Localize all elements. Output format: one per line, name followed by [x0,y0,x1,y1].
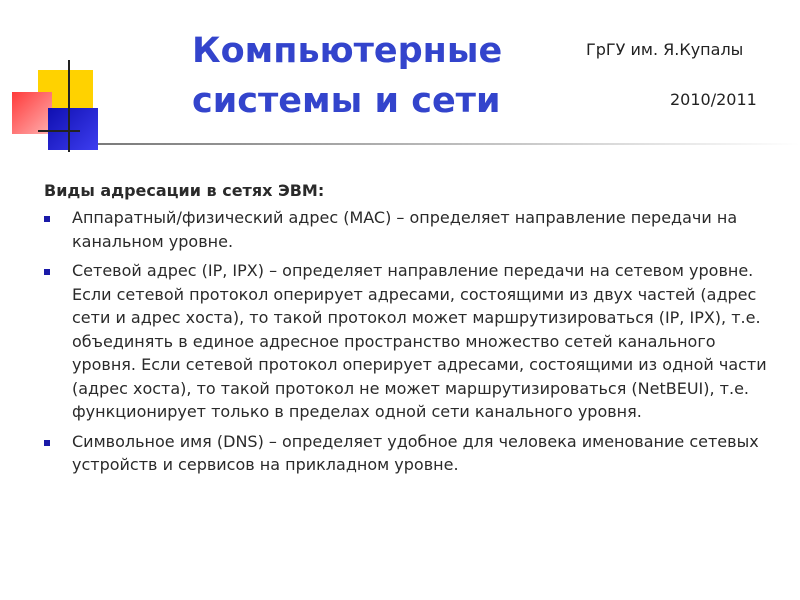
title-line-1: Компьютерные [192,31,503,71]
header-divider [98,143,800,145]
list-item [44,259,784,424]
logo-horizontal-line [38,130,80,132]
year-label: 2010/2011 [670,90,757,109]
slide-content [44,180,784,483]
logo-vertical-line [68,60,70,152]
title-line-2: системы и сети [192,81,501,121]
logo-blue-square [48,108,98,150]
list-item-text: Аппаратный/физический адрес (MAC) – определяет направление передачи на канальном уровне. [72,208,738,251]
list-item [44,206,784,253]
list-item [44,430,784,477]
bullet-list [44,206,784,477]
list-item-text: Символьное имя (DNS) – определяет удобное для человека именование сетевых устройств и сервисов на прикладном уровне. [72,431,759,474]
bullet-square-icon [44,269,50,275]
slide-title [192,26,552,126]
logo-red-square [12,92,52,134]
bullet-square-icon [44,440,50,446]
content-heading: Виды адресации в сетях ЭВМ: [44,181,325,200]
bullet-square-icon [44,216,50,222]
list-item-text: Сетевой адрес (IP, IPX) – определяет направление передачи на сетевом уровне. Если сетевой протокол оперирует адресами, состоящими из двух частей (адрес сети и адрес хоста), то такой протокол может маршрутизироваться (IP, IPX), т.е. объединять в единое адресное пространство множество сетей канального уровня. Если сетевой протокол оперирует адресами, состоящими из одной части (адрес хоста), то такой протокол не может маршрутизироваться (NetBEUI), т.е. функционирует только в пределах одной сети канального уровня. [72,261,767,421]
organization-label: ГрГУ им. Я.Купалы [586,40,744,59]
